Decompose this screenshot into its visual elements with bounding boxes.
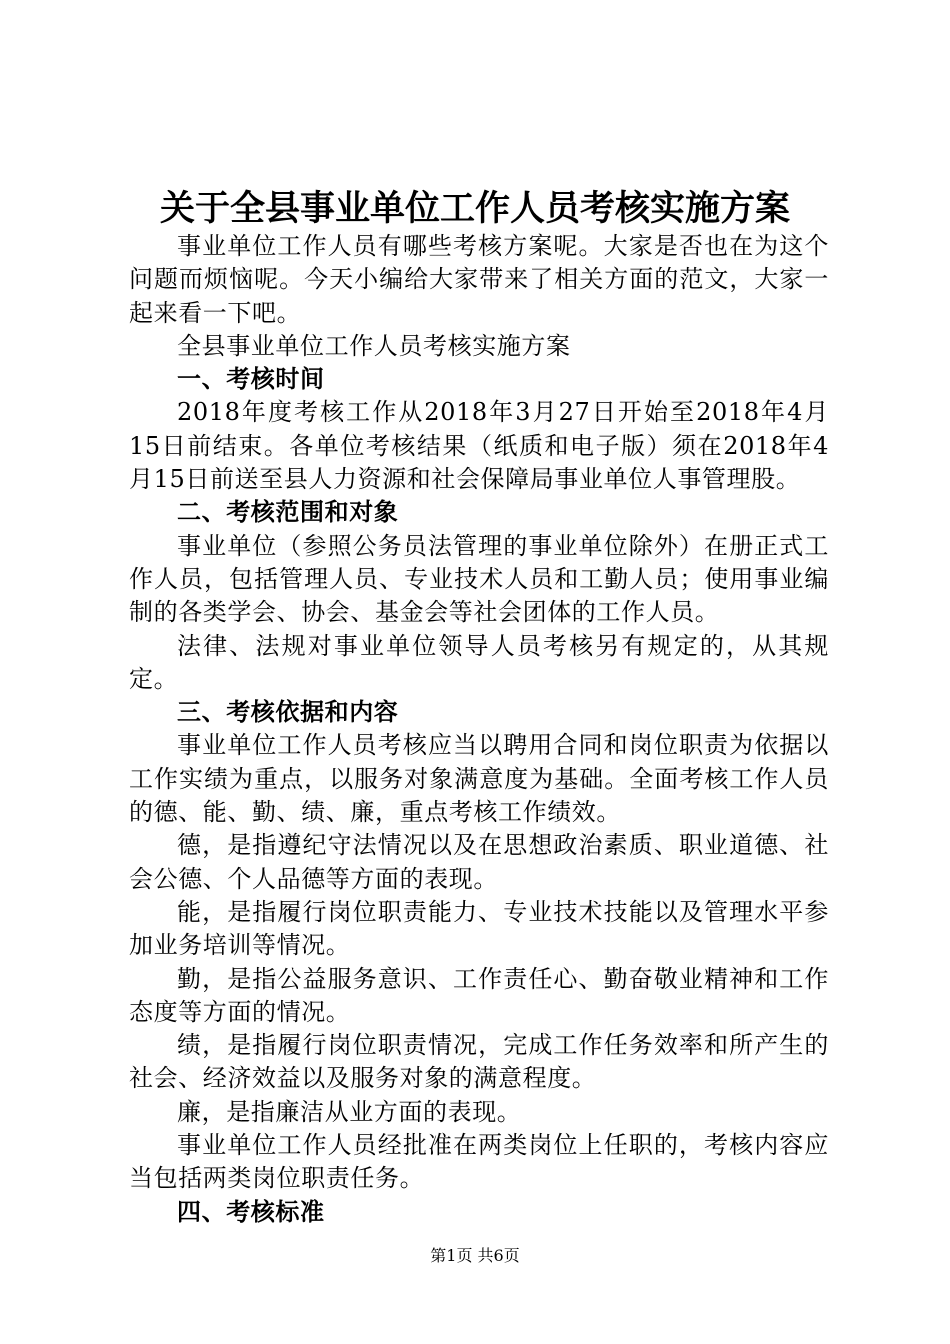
paragraph: 廉，是指廉洁从业方面的表现。 [177, 1097, 522, 1126]
paragraph: 事业单位（参照公务员法管理的事业单位除外）在册正式工作人员，包括管理人员、专业技术人员和工勤人员；使用事业编制的各类学会、协会、基金会等社会团体的工作人员。 [129, 531, 829, 627]
paragraph: 德，是指遵纪守法情况以及在思想政治素质、职业道德、社会公德、个人品德等方面的表现。 [129, 831, 829, 893]
section-heading: 二、考核范围和对象 [177, 498, 399, 527]
section-heading: 三、考核依据和内容 [177, 698, 399, 727]
paragraph: 勤，是指公益服务意识、工作责任心、勤奋敬业精神和工作态度等方面的情况。 [129, 964, 829, 1026]
paragraph: 全县事业单位工作人员考核实施方案 [177, 331, 571, 360]
paragraph: 2018年度考核工作从2018年3月27日开始至2018年4月15日前结束。各单位考核结果（纸质和电子版）须在2018年4月15日前送至县人力资源和社会保障局事业单位人事管理股。 [129, 398, 829, 494]
document-body [129, 230, 829, 1229]
section-heading: 四、考核标准 [177, 1197, 325, 1226]
paragraph: 能，是指履行岗位职责能力、专业技术技能以及管理水平参加业务培训等情况。 [129, 897, 829, 960]
section-heading: 一、考核时间 [177, 365, 325, 394]
paragraph: 事业单位工作人员经批准在两类岗位上任职的，考核内容应当包括两类岗位职责任务。 [129, 1131, 829, 1193]
paragraph: 绩，是指履行岗位职责情况，完成工作任务效率和所产生的社会、经济效益以及服务对象的满意程度。 [129, 1031, 829, 1093]
page-number-footer: 第1页 共6页 [430, 1246, 520, 1265]
paragraph: 事业单位工作人员有哪些考核方案呢。大家是否也在为这个问题而烦恼呢。今天小编给大家带来了相关方面的范文，大家一起来看一下吧。 [129, 232, 829, 327]
paragraph: 法律、法规对事业单位领导人员考核另有规定的，从其规定。 [129, 631, 829, 693]
paragraph: 事业单位工作人员考核应当以聘用合同和岗位职责为依据以工作实绩为重点，以服务对象满意度为基础。全面考核工作人员的德、能、勤、绩、廉，重点考核工作绩效。 [129, 731, 829, 827]
document-title: 关于全县事业单位工作人员考核实施方案 [159, 188, 790, 229]
